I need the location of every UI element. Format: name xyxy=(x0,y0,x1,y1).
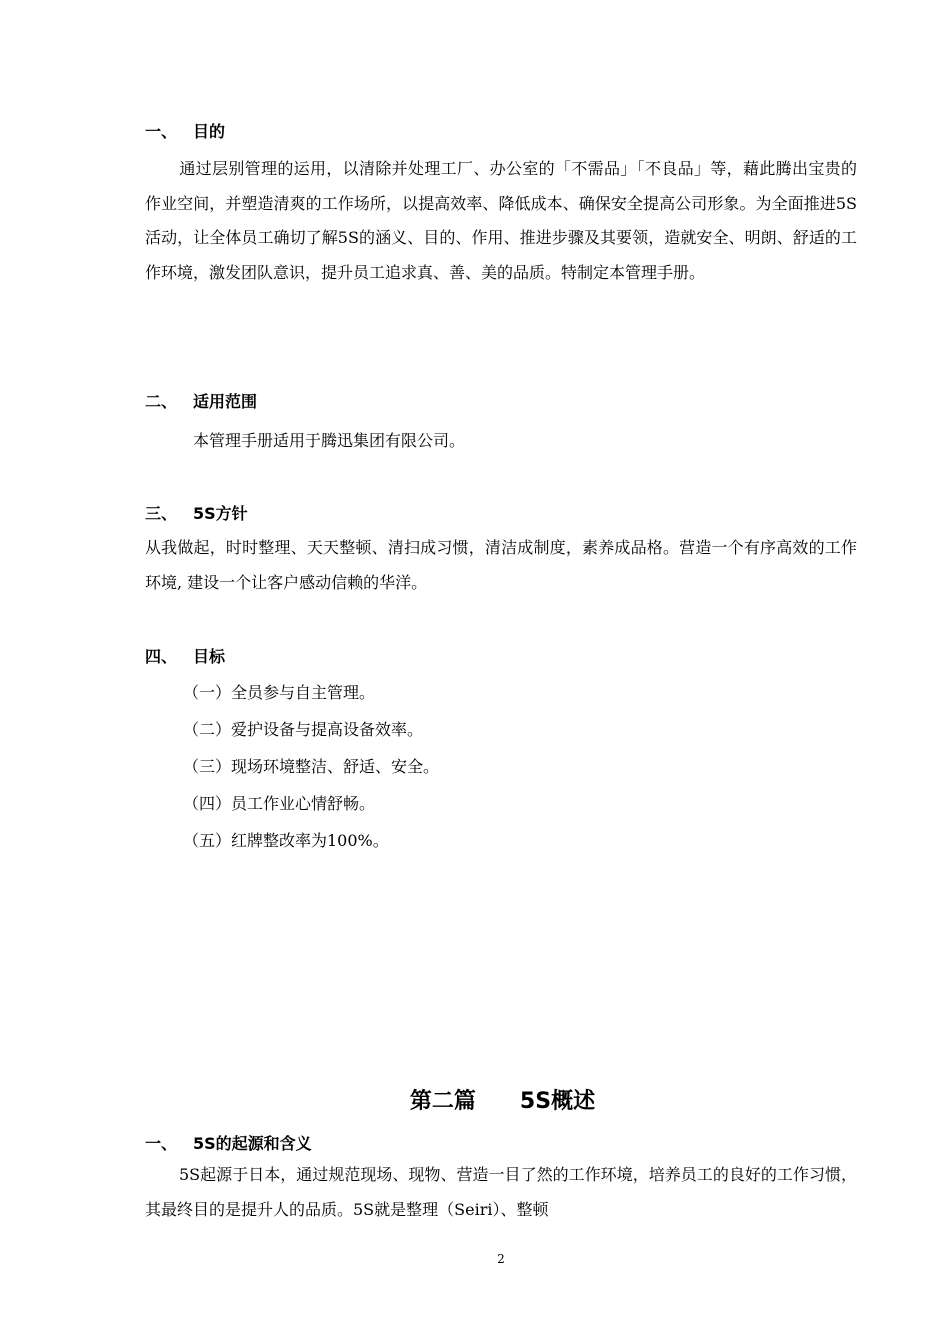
goal-item: （五）红牌整改率为100%。 xyxy=(183,831,389,850)
section-2-title: 适用范围 xyxy=(193,392,258,411)
page-number: 2 xyxy=(497,1252,505,1266)
part-2-section-1-body: 5S起源于日本，通过规范现场、现物、营造一目了然的工作环境，培养员工的良好的工作习惯，其最终目的是提升人的品质。5S就是整理（Seiri）、整顿 xyxy=(145,1165,857,1219)
section-2-number: 二、 xyxy=(145,392,178,411)
section-2-heading xyxy=(145,389,257,412)
goal-item: （四）员工作业心情舒畅。 xyxy=(183,794,376,813)
section-1-title: 目的 xyxy=(193,122,226,141)
goal-item: （一）全员参与自主管理。 xyxy=(183,683,376,702)
section-1-heading xyxy=(145,119,225,142)
section-4-heading xyxy=(145,644,225,667)
part-2-section-1-heading xyxy=(145,1131,312,1154)
section-3-paragraph xyxy=(145,531,857,600)
part-2-section-1-paragraph xyxy=(145,1158,857,1227)
section-1-number: 一、 xyxy=(145,122,178,141)
part-2-section-1-number: 一、 xyxy=(145,1134,178,1153)
section-1-paragraph xyxy=(145,152,857,290)
section-3-title: 5S方针 xyxy=(193,504,248,523)
part-2-section-1-title: 5S的起源和含义 xyxy=(193,1134,312,1153)
section-1-body: 通过层别管理的运用，以清除并处理工厂、办公室的「不需品」「不良品」等，藉此腾出宝贵的作业空间，并塑造清爽的工作场所，以提高效率、降低成本、确保安全提高公司形象。为全面推进5S活动，让全体员工确切了解5S的涵义、目的、作用、推进步骤及其要领，造就安全、明朗、舒适的工作环境，激发团队意识，提升员工追求真、善、美的品质。特制定本管理手册。 xyxy=(145,159,857,282)
section-4-number: 四、 xyxy=(145,647,178,666)
section-3-number: 三、 xyxy=(145,504,178,523)
section-3-heading xyxy=(145,501,248,524)
section-2-body: 本管理手册适用于腾迅集团有限公司。 xyxy=(193,431,466,450)
section-4-title: 目标 xyxy=(193,647,226,666)
section-3-body: 从我做起，时时整理、天天整顿、清扫成习惯，清洁成制度，素养成品格。营造一个有序高效的工作环境, 建设一个让客户感动信赖的华洋。 xyxy=(145,538,857,592)
part-2-title: 第二篇 5S概述 xyxy=(409,1089,596,1114)
goal-item: （三）现场环境整洁、舒适、安全。 xyxy=(183,757,440,776)
goal-item: （二）爱护设备与提高设备效率。 xyxy=(183,720,424,739)
